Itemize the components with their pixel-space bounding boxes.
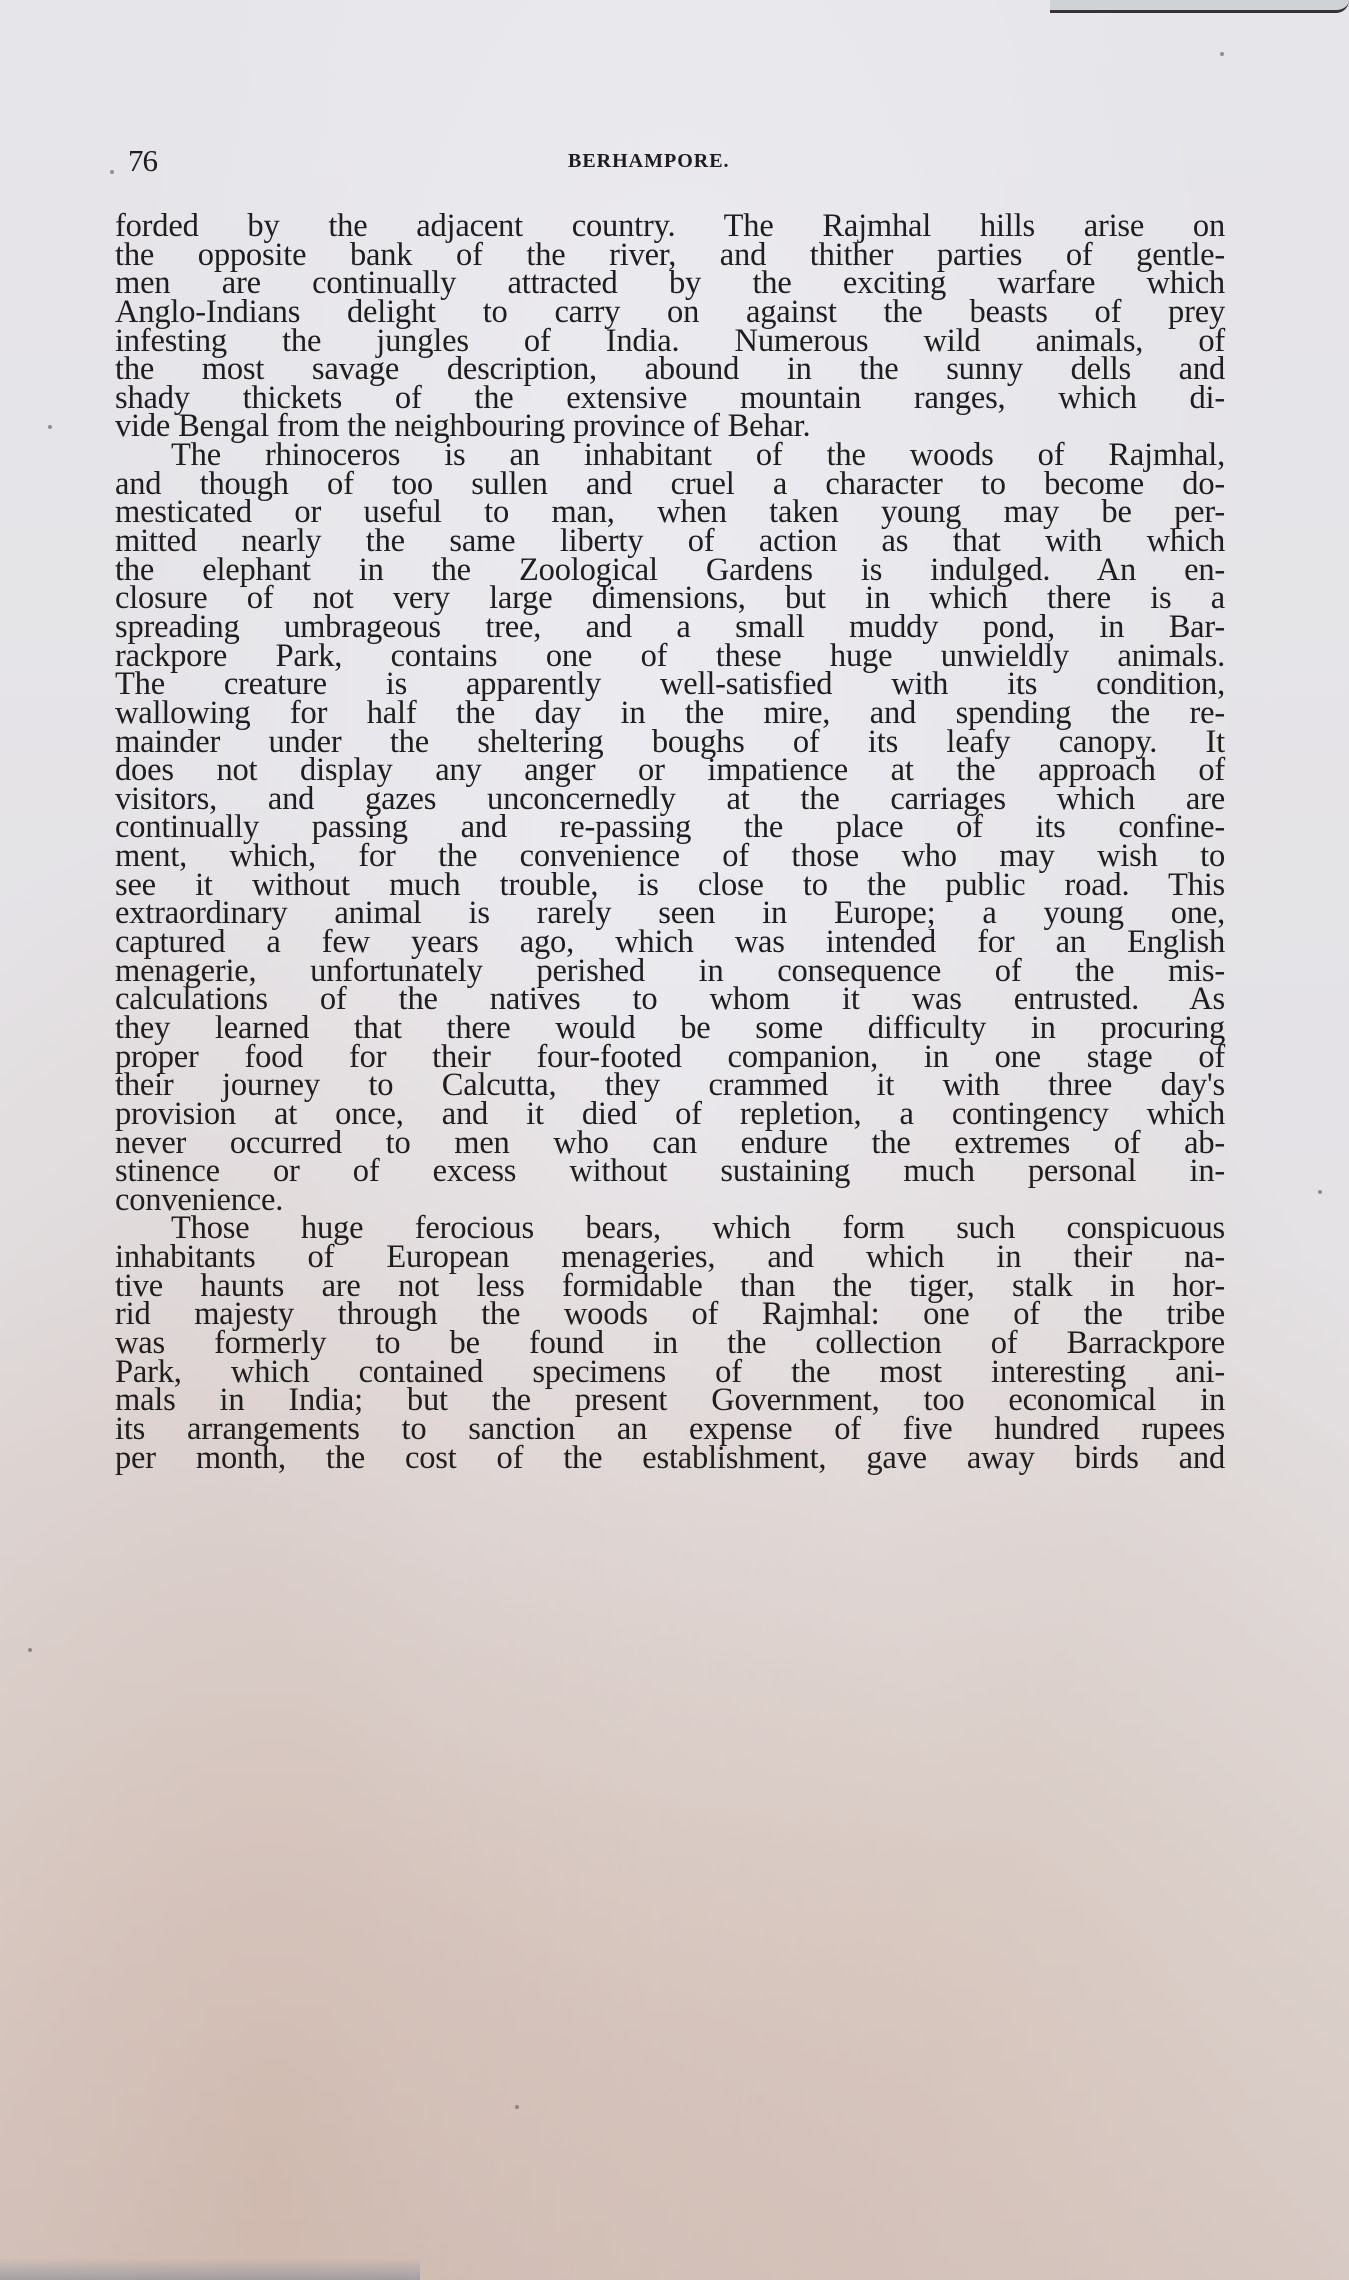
text-line: its arrangements to sanction an expense of five hundred rupees (115, 1410, 1225, 1447)
body-text (115, 208, 1225, 1476)
paper-speck (28, 1648, 32, 1652)
text-line: Anglo-Indians delight to carry on against the beasts of prey (115, 293, 1225, 330)
text-line: continually passing and re-passing the place of its confine- (115, 809, 1225, 846)
text-line: visitors, and gazes unconcernedly at the carriages which are (115, 780, 1225, 817)
text-line: and though of too sullen and cruel a character to become do- (115, 465, 1225, 502)
paper-speck (48, 425, 52, 429)
text-line: was formerly to be found in the collection of Barrackpore (115, 1324, 1225, 1361)
paper-speck (515, 2105, 519, 2109)
text-line: men are continually attracted by the exciting warfare which (115, 265, 1225, 302)
text-line: tive haunts are not less formidable than the tiger, stalk in hor- (115, 1267, 1225, 1304)
text-line: mainder under the sheltering boughs of its leafy canopy. It (115, 723, 1225, 760)
text-line: The rhinoceros is an inhabitant of the woods of Rajmhal, (171, 437, 1225, 474)
text-line: The creature is apparently well-satisfied with its condition, (115, 666, 1225, 703)
page-top-edge (1050, 0, 1349, 13)
text-line: calculations of the natives to whom it was entrusted. As (115, 981, 1225, 1018)
page-number: 76 (128, 143, 157, 178)
text-line: ment, which, for the convenience of those who may wish to (115, 838, 1225, 875)
text-line: rid majesty through the woods of Rajmhal: one of the tribe (115, 1296, 1225, 1333)
paragraph (115, 1210, 1225, 1476)
text-line: see it without much trouble, is close to the public road. This (115, 866, 1225, 903)
text-line: does not display any anger or impatience at the approach of (115, 752, 1225, 789)
text-line: convenience. (115, 1181, 284, 1218)
text-line: Park, which contained specimens of the most interesting ani- (115, 1353, 1225, 1390)
text-line: the opposite bank of the river, and thither parties of gentle- (115, 236, 1225, 273)
text-line: closure of not very large dimensions, but in which there is a (115, 580, 1225, 617)
running-head: BERHAMPORE. (568, 150, 730, 172)
text-line: Those huge ferocious bears, which form such conspicuous (171, 1210, 1225, 1247)
text-line: never occurred to men who can endure the extremes of ab- (115, 1124, 1225, 1161)
text-line: proper food for their four-footed companion, in one stage of (115, 1038, 1225, 1075)
page-bottom-shadow (0, 2258, 420, 2280)
paper-speck (1220, 52, 1224, 56)
text-line: the elephant in the Zoological Gardens is indulged. An en- (115, 551, 1225, 588)
text-line: mesticated or useful to man, when taken young may be per- (115, 494, 1225, 531)
text-line: wallowing for half the day in the mire, and spending the re- (115, 694, 1225, 731)
paragraph (115, 437, 1225, 1218)
text-line: extraordinary animal is rarely seen in Europe; a young one, (115, 895, 1225, 932)
text-line: captured a few years ago, which was intended for an English (115, 924, 1225, 961)
text-line: stinence or of excess without sustaining much personal in- (115, 1153, 1225, 1190)
text-line: the most savage description, abound in the sunny dells and (115, 351, 1225, 388)
text-line: spreading umbrageous tree, and a small muddy pond, in Bar- (115, 608, 1225, 645)
text-line: forded by the adjacent country. The Rajmhal hills arise on (115, 208, 1225, 244)
paragraph (115, 208, 1225, 445)
text-line: provision at once, and it died of repletion, a contingency which (115, 1095, 1225, 1132)
text-line: per month, the cost of the establishment, gave away birds and (115, 1439, 1225, 1476)
text-line: menagerie, unfortunately perished in consequence of the mis- (115, 952, 1225, 989)
paper-speck (110, 170, 114, 174)
text-line: mitted nearly the same liberty of action as that with which (115, 523, 1225, 560)
text-line: mals in India; but the present Government, too economical in (115, 1382, 1225, 1419)
text-line: inhabitants of European menageries, and which in their na- (115, 1239, 1225, 1276)
text-line: shady thickets of the extensive mountain ranges, which di- (115, 379, 1225, 416)
text-line: infesting the jungles of India. Numerous wild animals, of (115, 322, 1225, 359)
paper-speck (1318, 1190, 1322, 1194)
text-line: vide Bengal from the neighbouring province of Behar. (115, 408, 811, 445)
page-header (128, 143, 1228, 183)
text-line: their journey to Calcutta, they crammed it with three day's (115, 1067, 1225, 1104)
text-line: they learned that there would be some difficulty in procuring (115, 1009, 1225, 1046)
text-line: rackpore Park, contains one of these huge unwieldly animals. (115, 637, 1225, 674)
